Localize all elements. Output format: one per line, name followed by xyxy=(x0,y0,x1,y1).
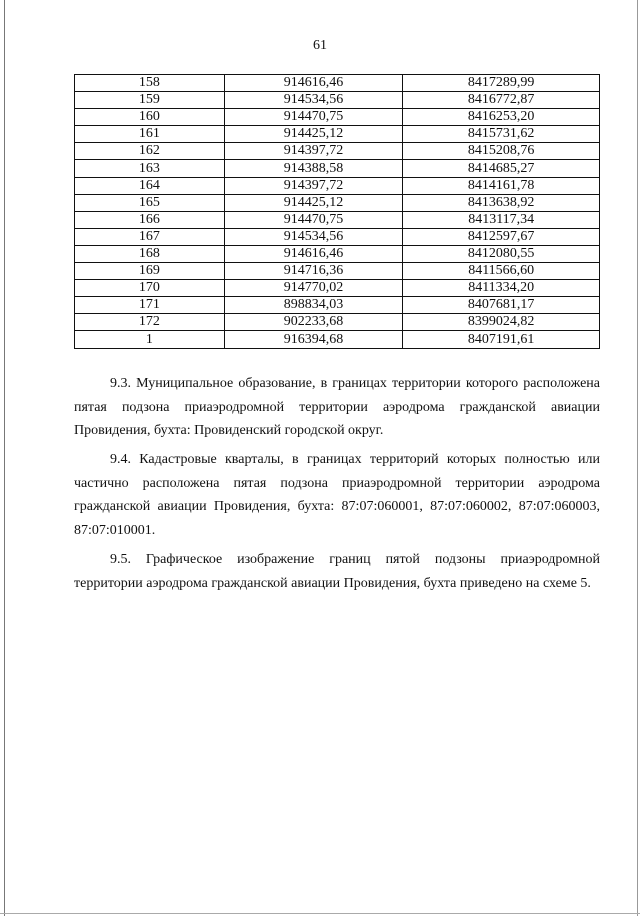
table-row xyxy=(75,143,600,160)
table-row xyxy=(75,75,600,92)
x-coordinate-cell: 914388,58 xyxy=(224,160,403,177)
scan-edge-right xyxy=(637,0,638,916)
table-row xyxy=(75,109,600,126)
x-coordinate-cell: 914470,75 xyxy=(224,109,403,126)
table-row xyxy=(75,228,600,245)
y-coordinate-cell: 8413117,34 xyxy=(403,211,600,228)
table-row xyxy=(75,126,600,143)
table-row xyxy=(75,194,600,211)
point-number-cell: 167 xyxy=(75,228,225,245)
point-number-cell: 159 xyxy=(75,92,225,109)
y-coordinate-cell: 8399024,82 xyxy=(403,314,600,331)
x-coordinate-cell: 914534,56 xyxy=(224,228,403,245)
table-row xyxy=(75,92,600,109)
x-coordinate-cell: 914425,12 xyxy=(224,194,403,211)
point-number-cell: 170 xyxy=(75,280,225,297)
table-row xyxy=(75,160,600,177)
y-coordinate-cell: 8415208,76 xyxy=(403,143,600,160)
point-number-cell: 158 xyxy=(75,75,225,92)
point-number-cell: 168 xyxy=(75,245,225,262)
x-coordinate-cell: 914616,46 xyxy=(224,75,403,92)
paragraph-9-3: 9.3. Муниципальное образование, в границах территории которого расположена пятая подзона приаэродромной территории аэродрома гражданской авиации Провидения, бухта: Провиденский городской округ. xyxy=(74,376,600,438)
table-row xyxy=(75,297,600,314)
y-coordinate-cell: 8407681,17 xyxy=(403,297,600,314)
point-number-cell: 172 xyxy=(75,314,225,331)
x-coordinate-cell: 914397,72 xyxy=(224,177,403,194)
page-number: 61 xyxy=(313,38,327,53)
point-number-cell: 162 xyxy=(75,143,225,160)
point-number-cell: 166 xyxy=(75,211,225,228)
y-coordinate-cell: 8414161,78 xyxy=(403,177,600,194)
x-coordinate-cell: 898834,03 xyxy=(224,297,403,314)
y-coordinate-cell: 8416772,87 xyxy=(403,92,600,109)
coordinates-table xyxy=(74,74,600,349)
point-number-cell: 164 xyxy=(75,177,225,194)
table-row xyxy=(75,331,600,348)
x-coordinate-cell: 914716,36 xyxy=(224,263,403,280)
scan-edge-bottom xyxy=(0,913,640,914)
table-row xyxy=(75,314,600,331)
x-coordinate-cell: 914425,12 xyxy=(224,126,403,143)
x-coordinate-cell: 914470,75 xyxy=(224,211,403,228)
x-coordinate-cell: 914534,56 xyxy=(224,92,403,109)
point-number-cell: 171 xyxy=(75,297,225,314)
point-number-cell: 163 xyxy=(75,160,225,177)
y-coordinate-cell: 8407191,61 xyxy=(403,331,600,348)
table-row xyxy=(75,177,600,194)
y-coordinate-cell: 8415731,62 xyxy=(403,126,600,143)
x-coordinate-cell: 902233,68 xyxy=(224,314,403,331)
y-coordinate-cell: 8412597,67 xyxy=(403,228,600,245)
point-number-cell: 161 xyxy=(75,126,225,143)
y-coordinate-cell: 8412080,55 xyxy=(403,245,600,262)
paragraph-9-5: 9.5. Графическое изображение границ пятой подзоны приаэродромной территории аэродрома гражданской авиации Провидения, бухта приведено на схеме 5. xyxy=(74,552,600,591)
x-coordinate-cell: 914770,02 xyxy=(224,280,403,297)
y-coordinate-cell: 8411334,20 xyxy=(403,280,600,297)
point-number-cell: 169 xyxy=(75,263,225,280)
point-number-cell: 165 xyxy=(75,194,225,211)
x-coordinate-cell: 916394,68 xyxy=(224,331,403,348)
table-row xyxy=(75,263,600,280)
y-coordinate-cell: 8411566,60 xyxy=(403,263,600,280)
table-row xyxy=(75,211,600,228)
y-coordinate-cell: 8414685,27 xyxy=(403,160,600,177)
point-number-cell: 1 xyxy=(75,331,225,348)
table-row xyxy=(75,280,600,297)
y-coordinate-cell: 8416253,20 xyxy=(403,109,600,126)
y-coordinate-cell: 8417289,99 xyxy=(403,75,600,92)
x-coordinate-cell: 914616,46 xyxy=(224,245,403,262)
paragraph-9-4: 9.4. Кадастровые кварталы, в границах территорий которых полностью или частично расположена пятая подзона приаэродромной территории аэродрома гражданской авиации Провидения, бухта: 87:07:060001, 87:07:060002, 87:07:060003, 87:07:010001. xyxy=(74,452,600,538)
y-coordinate-cell: 8413638,92 xyxy=(403,194,600,211)
table-row xyxy=(75,245,600,262)
scan-edge-left xyxy=(4,0,5,916)
x-coordinate-cell: 914397,72 xyxy=(224,143,403,160)
point-number-cell: 160 xyxy=(75,109,225,126)
